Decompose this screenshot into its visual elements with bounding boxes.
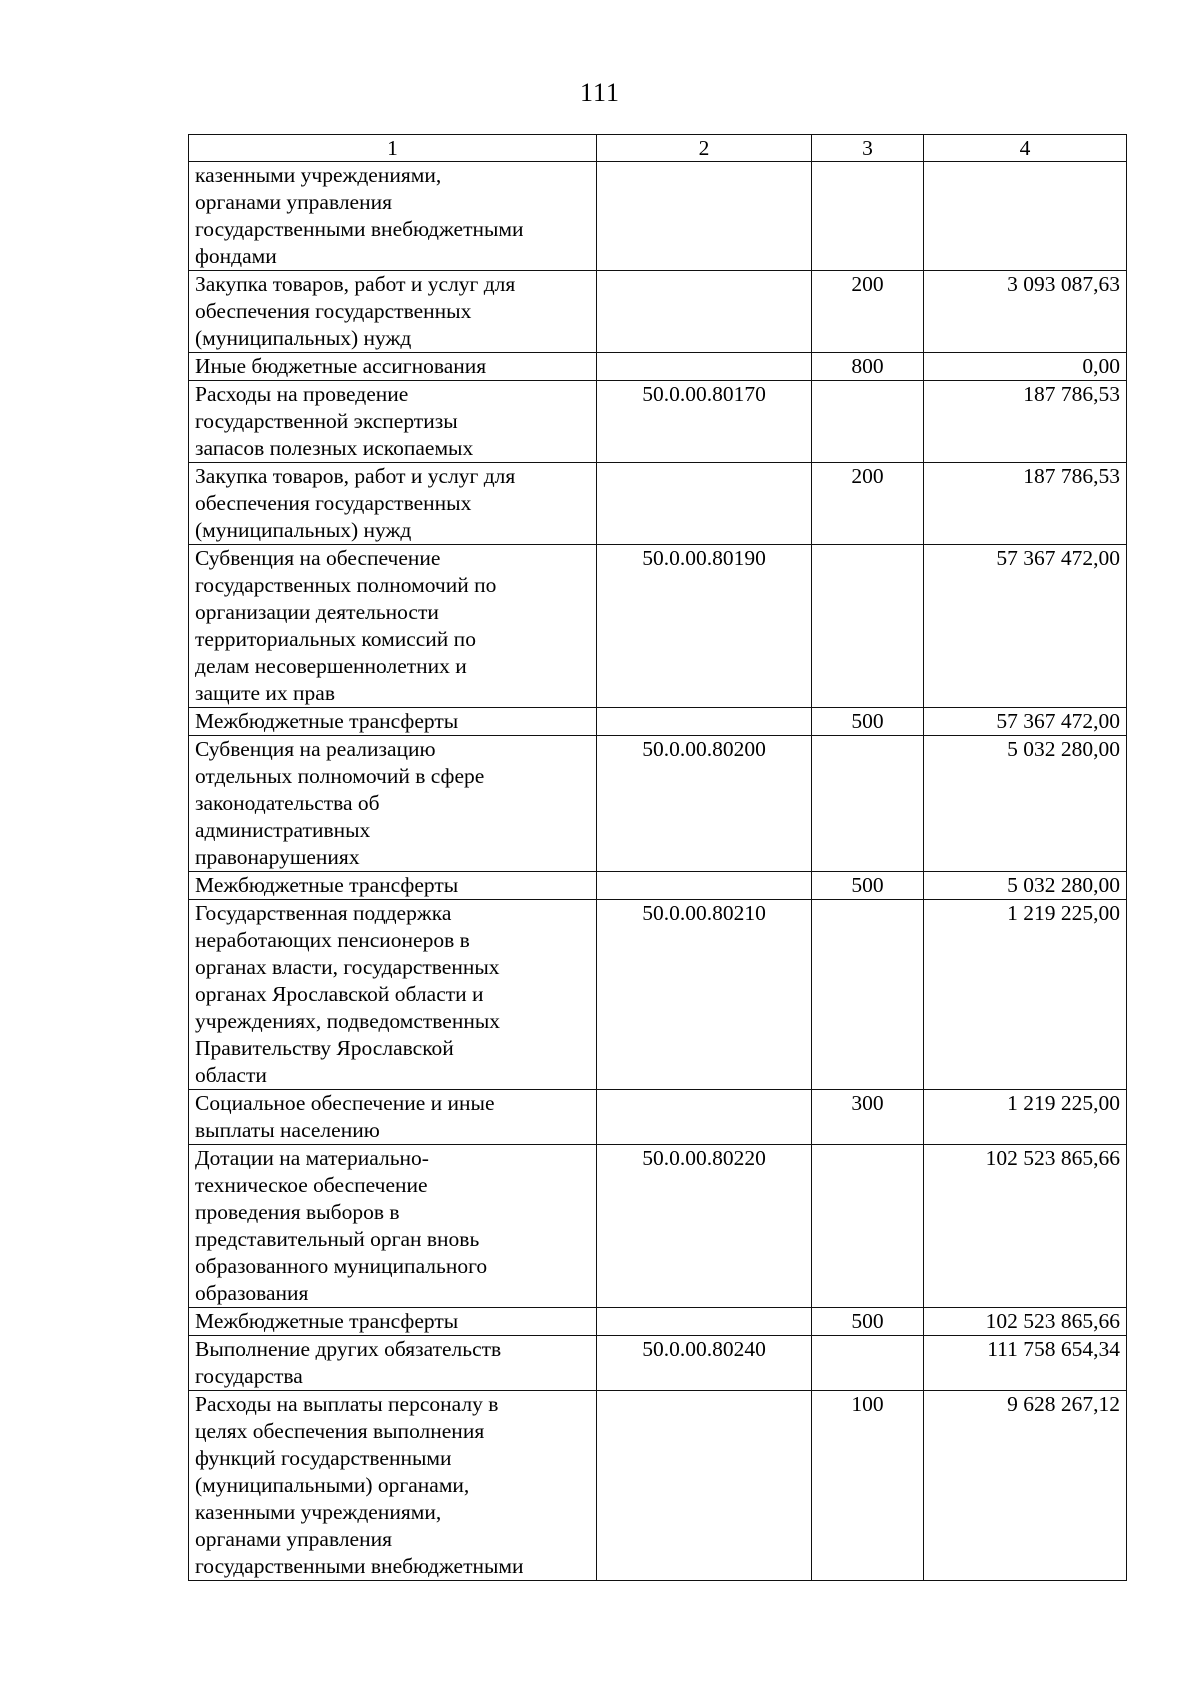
column-header-2: 2 — [597, 135, 812, 162]
column-header-1: 1 — [189, 135, 597, 162]
column-header-4: 4 — [924, 135, 1127, 162]
row-name-cell: казенными учреждениями, органами управления государственными внебюджетными фондами — [189, 162, 597, 271]
row-code-cell: 50.0.00.80220 — [597, 1145, 812, 1308]
table-row — [189, 162, 1127, 271]
row-expense-type-cell — [812, 545, 924, 708]
row-expense-type-cell: 300 — [812, 1090, 924, 1145]
row-expense-type-cell: 500 — [812, 872, 924, 900]
table-row — [189, 900, 1127, 1090]
table-row — [189, 271, 1127, 353]
row-amount-cell: 187 786,53 — [924, 463, 1127, 545]
budget-table — [188, 134, 1127, 1581]
table-row — [189, 545, 1127, 708]
row-name-cell: Расходы на выплаты персоналу в целях обеспечения выполнения функций государственными (муниципальными) органами, казенными учреждениями, органами управления государственными внебюджетными — [189, 1391, 597, 1581]
row-amount-cell: 5 032 280,00 — [924, 872, 1127, 900]
row-name-cell: Межбюджетные трансферты — [189, 708, 597, 736]
row-amount-cell: 111 758 654,34 — [924, 1336, 1127, 1391]
row-expense-type-cell — [812, 381, 924, 463]
table-row — [189, 736, 1127, 872]
page-number: 111 — [579, 78, 621, 107]
row-expense-type-cell: 500 — [812, 1308, 924, 1336]
row-amount-cell: 9 628 267,12 — [924, 1391, 1127, 1581]
row-name-cell: Межбюджетные трансферты — [189, 872, 597, 900]
table-row — [189, 1391, 1127, 1581]
row-code-cell: 50.0.00.80190 — [597, 545, 812, 708]
row-name-cell: Социальное обеспечение и иные выплаты населению — [189, 1090, 597, 1145]
row-name-cell: Государственная поддержка неработающих пенсионеров в органах власти, государственных органах Ярославской области и учреждениях, подведомственных Правительству Ярославской области — [189, 900, 597, 1090]
row-amount-cell: 57 367 472,00 — [924, 708, 1127, 736]
row-name-cell: Выполнение других обязательств государства — [189, 1336, 597, 1391]
table-row — [189, 463, 1127, 545]
row-code-cell — [597, 872, 812, 900]
row-code-cell: 50.0.00.80240 — [597, 1336, 812, 1391]
row-amount-cell: 5 032 280,00 — [924, 736, 1127, 872]
row-code-cell — [597, 162, 812, 271]
row-code-cell — [597, 1308, 812, 1336]
row-name-cell: Иные бюджетные ассигнования — [189, 353, 597, 381]
row-amount-cell: 0,00 — [924, 353, 1127, 381]
row-code-cell — [597, 1391, 812, 1581]
table-row — [189, 381, 1127, 463]
row-name-cell: Дотации на материально- техническое обеспечение проведения выборов в представительный орган вновь образованного муниципального образования — [189, 1145, 597, 1308]
row-expense-type-cell: 200 — [812, 271, 924, 353]
row-name-cell: Закупка товаров, работ и услуг для обеспечения государственных (муниципальных) нужд — [189, 271, 597, 353]
row-amount-cell: 3 093 087,63 — [924, 271, 1127, 353]
row-name-cell: Закупка товаров, работ и услуг для обеспечения государственных (муниципальных) нужд — [189, 463, 597, 545]
row-amount-cell: 1 219 225,00 — [924, 1090, 1127, 1145]
table-row — [189, 1145, 1127, 1308]
row-expense-type-cell — [812, 162, 924, 271]
row-code-cell: 50.0.00.80200 — [597, 736, 812, 872]
row-code-cell — [597, 708, 812, 736]
table-row — [189, 708, 1127, 736]
row-name-cell: Расходы на проведение государственной экспертизы запасов полезных ископаемых — [189, 381, 597, 463]
row-amount-cell: 102 523 865,66 — [924, 1308, 1127, 1336]
row-expense-type-cell: 500 — [812, 708, 924, 736]
row-expense-type-cell — [812, 900, 924, 1090]
row-expense-type-cell: 100 — [812, 1391, 924, 1581]
row-expense-type-cell — [812, 1336, 924, 1391]
row-amount-cell: 187 786,53 — [924, 381, 1127, 463]
row-amount-cell: 102 523 865,66 — [924, 1145, 1127, 1308]
row-expense-type-cell: 800 — [812, 353, 924, 381]
row-code-cell — [597, 353, 812, 381]
row-expense-type-cell — [812, 1145, 924, 1308]
row-code-cell: 50.0.00.80170 — [597, 381, 812, 463]
row-amount-cell: 1 219 225,00 — [924, 900, 1127, 1090]
table-row — [189, 353, 1127, 381]
row-code-cell — [597, 1090, 812, 1145]
row-code-cell — [597, 271, 812, 353]
row-name-cell: Субвенция на реализацию отдельных полномочий в сфере законодательства об административных правонарушениях — [189, 736, 597, 872]
row-amount-cell — [924, 162, 1127, 271]
table-row — [189, 1336, 1127, 1391]
table-row — [189, 1308, 1127, 1336]
row-code-cell: 50.0.00.80210 — [597, 900, 812, 1090]
table-row — [189, 1090, 1127, 1145]
row-code-cell — [597, 463, 812, 545]
row-name-cell: Межбюджетные трансферты — [189, 1308, 597, 1336]
row-name-cell: Субвенция на обеспечение государственных полномочий по организации деятельности территориальных комиссий по делам несовершеннолетних и защите их прав — [189, 545, 597, 708]
table-row — [189, 872, 1127, 900]
column-header-3: 3 — [812, 135, 924, 162]
row-expense-type-cell — [812, 736, 924, 872]
row-expense-type-cell: 200 — [812, 463, 924, 545]
table-header-row — [189, 135, 1127, 162]
row-amount-cell: 57 367 472,00 — [924, 545, 1127, 708]
